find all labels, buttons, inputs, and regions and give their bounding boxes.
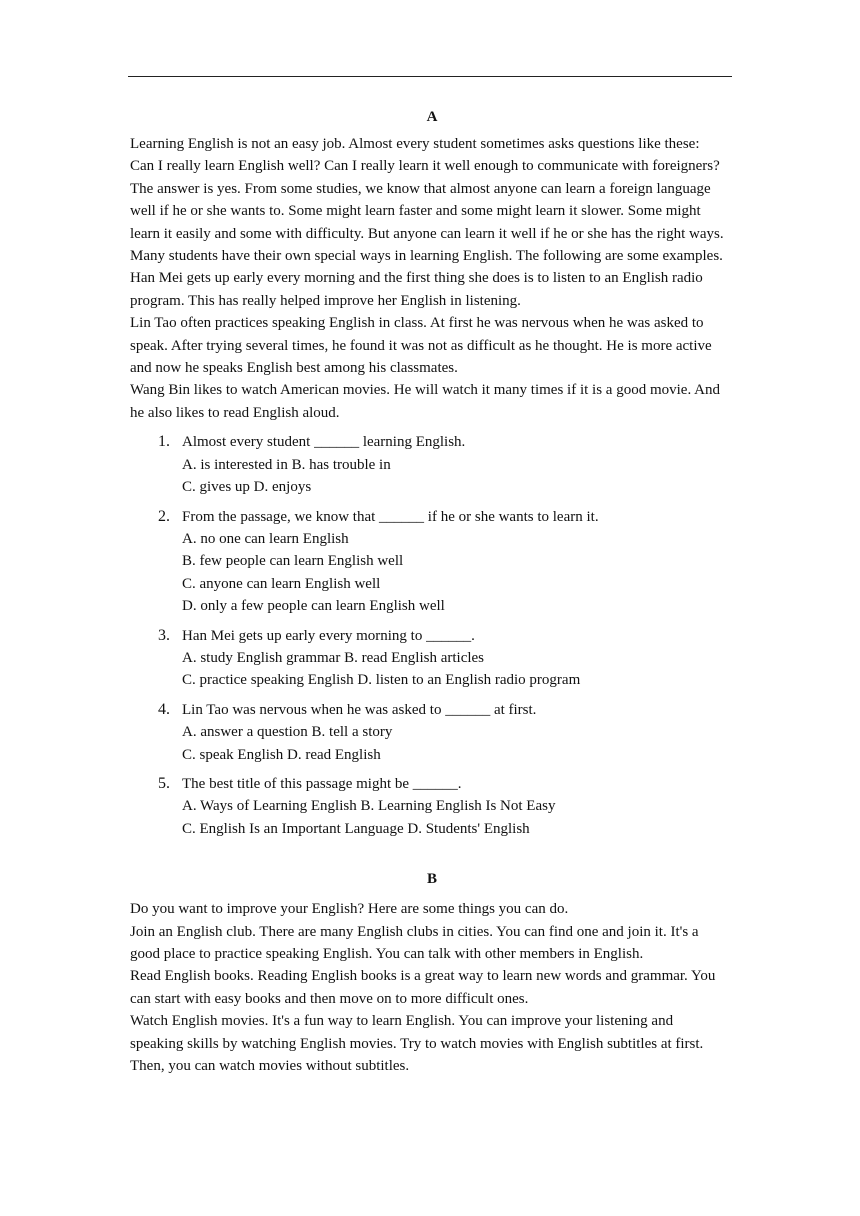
question-number: 5. [158, 774, 170, 792]
question-option: A. Ways of Learning English B. Learning English Is Not Easy [182, 798, 556, 815]
question-stem: From the passage, we know that ______ if he or she wants to learn it. [182, 508, 599, 525]
passage-line: speak. After trying several times, he found it was not as difficult as he thought. He is more active [130, 337, 712, 354]
passage-line: The answer is yes. From some studies, we know that almost anyone can learn a foreign language [130, 180, 711, 197]
question-3 [130, 625, 734, 692]
question-5 [130, 773, 734, 840]
question-number: 3. [158, 626, 170, 644]
passage-line: and now he speaks English best among his classmates. [130, 360, 458, 377]
passage-line: program. This has really helped improve her English in listening. [130, 292, 521, 309]
question-option: B. few people can learn English well [182, 553, 404, 570]
question-2 [130, 506, 734, 618]
question-option: C. English Is an Important Language D. Students' English [182, 820, 530, 837]
passage-line: can start with easy books and then move on to more difficult ones. [130, 990, 529, 1007]
question-number: 1. [158, 433, 170, 451]
passage-line: learn it easily and some with difficulty. But anyone can learn it well if he or she has the right ways. [130, 225, 724, 242]
question-option: A. answer a question B. tell a story [182, 724, 393, 741]
section-b-passage [130, 898, 734, 1077]
passage-line: Read English books. Reading English books is a great way to learn new words and grammar. You [130, 968, 716, 985]
passage-line: Han Mei gets up early every morning and the first thing she does is to listen to an English radio [130, 270, 703, 287]
question-number: 4. [158, 700, 170, 718]
document-page [130, 0, 734, 1077]
question-option: C. anyone can learn English well [182, 575, 381, 592]
question-option: D. only a few people can learn English well [182, 598, 445, 615]
question-stem: Han Mei gets up early every morning to ______. [182, 627, 475, 644]
section-a-title: A [426, 109, 438, 125]
question-option: A. is interested in B. has trouble in [182, 456, 391, 473]
passage-line: Join an English club. There are many English clubs in cities. You can find one and join it. It's a [130, 923, 699, 940]
section-a-passage [130, 133, 734, 424]
passage-line: Do you want to improve your English? Here are some things you can do. [130, 901, 569, 918]
question-stem: Almost every student ______ learning English. [182, 434, 466, 451]
section-b-title: B [426, 871, 437, 888]
question-4 [130, 699, 734, 766]
question-option: A. no one can learn English [182, 530, 349, 547]
passage-line: Many students have their own special ways in learning English. The following are some examples. [130, 248, 723, 265]
question-option: C. practice speaking English D. listen to an English radio program [182, 672, 581, 689]
passage-line: well if he or she wants to. Some might learn faster and some might learn it slower. Some might [130, 203, 701, 220]
passage-line: Then, you can watch movies without subtitles. [130, 1058, 410, 1075]
question-list [130, 431, 734, 840]
passage-line: Lin Tao often practices speaking English in class. At first he was nervous when he was asked to [130, 315, 704, 332]
question-option: C. gives up D. enjoys [182, 479, 312, 496]
passage-line: he also likes to read English aloud. [130, 404, 340, 421]
passage-line: good place to practice speaking English. You can talk with other members in English. [130, 946, 644, 962]
question-option: A. study English grammar B. read English articles [182, 649, 485, 666]
passage-line: Learning English is not an easy job. Almost every student sometimes asks questions like these: [130, 136, 700, 152]
question-stem: The best title of this passage might be ______. [182, 775, 462, 792]
passage-line: Watch English movies. It's a fun way to learn English. You can improve your listening and [130, 1013, 674, 1030]
passage-line: Wang Bin likes to watch American movies. He will watch it many times if it is a good movie. And [130, 382, 720, 399]
passage-line: speaking skills by watching English movies. Try to watch movies with English subtitles at first. [130, 1035, 704, 1052]
question-number: 2. [158, 507, 170, 525]
question-1 [130, 431, 734, 498]
question-option: C. speak English D. read English [182, 746, 381, 763]
passage-line: Can I really learn English well? Can I really learn it well enough to communicate with foreigners? [130, 158, 720, 175]
question-stem: Lin Tao was nervous when he was asked to ______ at first. [182, 701, 537, 718]
